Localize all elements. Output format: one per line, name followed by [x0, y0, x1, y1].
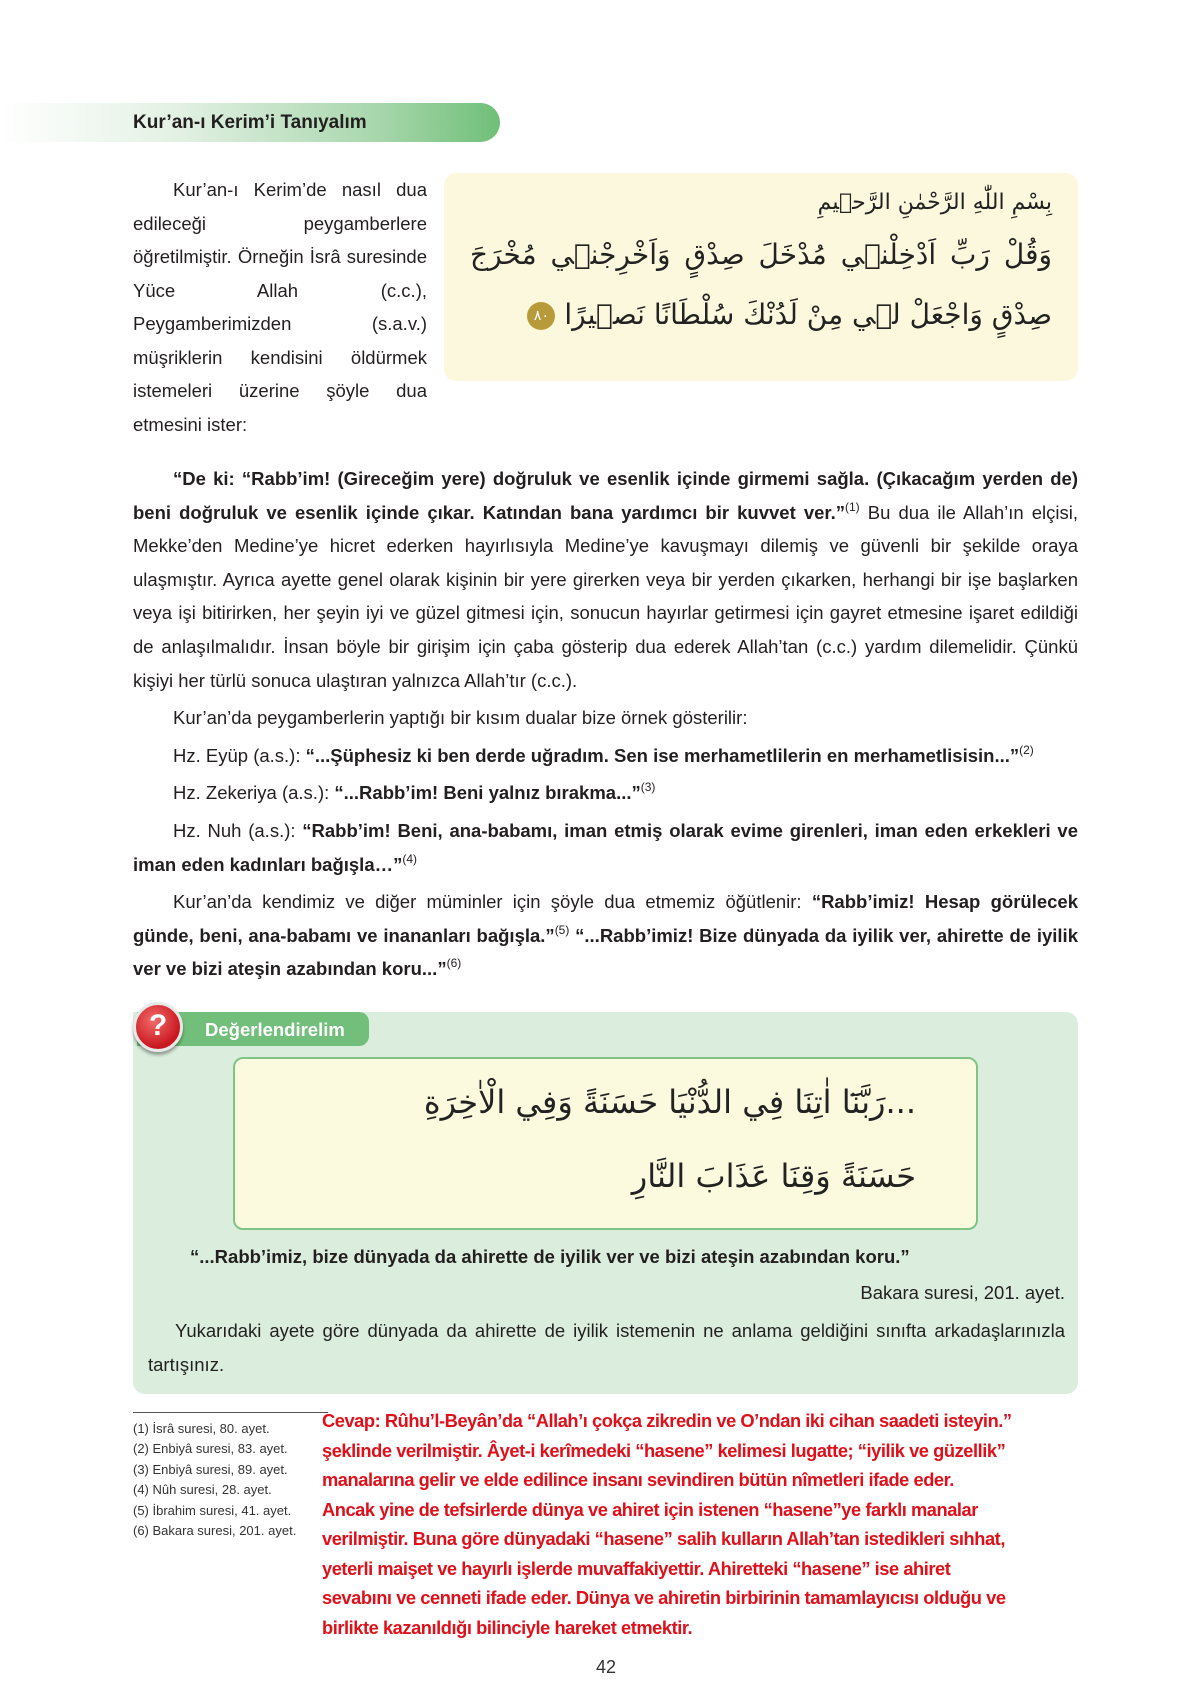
footnote-ref: (2)	[1019, 742, 1034, 757]
footnote: (3) Enbiyâ suresi, 89. ayet.	[133, 1461, 288, 1477]
footnote-ref: (1)	[844, 499, 860, 514]
arabic-verse-line: حَسَنَةً وَقِنَا عَذَابَ النَّارِ	[631, 1156, 916, 1195]
quote: “...Rabb’im! Beni yalnız bırakma...”	[334, 782, 641, 804]
bottom-section	[133, 1406, 1078, 1643]
answer-line: sevabını ve cenneti ifade eder. Dünya ve ahiretin birbirinin tamamlayıcısı olduğu ve	[322, 1587, 1006, 1609]
footnote-divider	[133, 1412, 328, 1413]
intro-paragraph: Kur’an-ı Kerim’de nasıl dua edileceği peygamberlere öğretilmiştir. Örneğin İsrâ suresinde Yüce Allah (c.c.), Peygamberimizden (s.a.v.) müşriklerin kendisini öldürmek istemeleri üzerine şöyle dua etmesini ister:	[133, 179, 427, 435]
quote: “Rabb’im! Beni, ana-babamı, iman etmiş olarak evime girenleri, iman eden erkekleri ve iman eden kadınları bağışla…”	[133, 819, 1078, 875]
footnote: (5) İbrahim suresi, 41. ayet.	[133, 1502, 292, 1518]
answer-line: yeterli maişet ve hayırlı işlerde muvaffakiyettir. Ahiretteki “hasene” ise ahiret	[322, 1557, 951, 1579]
prophet-name: Hz. Zekeriya (a.s.):	[173, 782, 335, 804]
arabic-verse-box	[233, 1057, 978, 1230]
paragraph	[133, 885, 1078, 986]
basmala: بِسْمِ اللّٰهِ الرَّحْمٰنِ الرَّح۪يمِ	[817, 190, 1052, 215]
answer-line: verilmiştir. Buna göre dünyadaki “hasene” salih kulların Allah’tan istedikleri sıhhat,	[322, 1528, 1005, 1550]
answer-line: Cevap: Rûhu’l-Beyân’da “Allah’ı çokça zikredin ve O’ndan iki cihan saadeti isteyin.”	[322, 1409, 1012, 1431]
paragraph	[133, 776, 1078, 810]
verse-text: وَقُلْ رَبِّ اَدْخِلْن۪ي مُدْخَلَ صِدْقٍ وَاَخْرِجْن۪ي مُخْرَجَ صِدْقٍ وَاجْعَلْ ل۪ي مِنْ لَدُنْكَ سُلْطَانًا نَص۪يرًا	[470, 238, 1052, 331]
footnote: (6) Bakara suresi, 201. ayet.	[133, 1523, 297, 1539]
answer-line: şeklinde verilmiştir. Âyet-i kerîmedeki “hasene” kelimesi lugatte; “iyilik ve güzellik”	[322, 1439, 1006, 1461]
footnote-ref: (5)	[554, 922, 570, 937]
question-icon: ?	[133, 1002, 183, 1052]
verse-source: Bakara suresi, 201. ayet.	[860, 1281, 1065, 1303]
intro-row	[133, 173, 1078, 441]
footnote: (1) İsrâ suresi, 80. ayet.	[133, 1420, 270, 1436]
verse-translation: “...Rabb’imiz, bize dünyada da ahirette de iyilik ver ve bizi ateşin azabından koru.”	[190, 1245, 910, 1267]
footnote-column	[133, 1406, 322, 1643]
paragraph	[133, 814, 1078, 881]
quote: “...Rabb’imiz! Bize dünyada da iyilik ver, ahirette de iyilik ver ve bizi ateşin azabından koru...”	[133, 924, 1078, 980]
footnote: (2) Enbiyâ suresi, 83. ayet.	[133, 1441, 288, 1457]
section-title: Kur’an-ı Kerim’i Tanıyalım	[133, 112, 367, 133]
footnote: (4) Nûh suresi, 28. ayet.	[133, 1482, 272, 1498]
answer-annotation	[322, 1406, 1012, 1643]
footnote-ref: (4)	[402, 851, 418, 866]
paragraph	[133, 462, 1078, 697]
footnotes	[133, 1419, 322, 1542]
quote: “De ki: “Rabb’im! (Gireceğim yere) doğruluk ve esenlik içinde girmemi sağla. (Çıkacağım yerden de) beni doğruluk ve esenlik içinde çıkar. Katından bana yardımcı bir kuvvet ver.”	[133, 468, 1078, 523]
answer-line: manalarına gelir ve elde edilince insanı sevindiren bütün nîmetleri ifade eder.	[322, 1469, 954, 1491]
body-text: Kur’an’da kendimiz ve diğer müminler için şöyle dua etmemiz öğütlenir:	[173, 891, 812, 913]
arabic-verse-line: ...رَبَّنَٓا اٰتِنَا فِي الدُّنْيَا حَسَنَةً وَفِي الْاٰخِرَةِ	[423, 1082, 916, 1121]
arabic-verse-box	[444, 173, 1078, 381]
evaluation-title: Değerlendirelim	[137, 1012, 369, 1046]
arabic-verse	[470, 225, 1052, 345]
prophet-name: Hz. Eyüp (a.s.):	[173, 744, 306, 766]
footnote-ref: (3)	[640, 780, 656, 795]
quote: “Rabb’imiz! Hesap görülecek günde, beni, ana-babamı ve inananları bağışla.”	[133, 891, 1078, 946]
prophet-name: Hz. Nuh (a.s.):	[173, 819, 303, 841]
paragraph	[133, 739, 1078, 773]
quote: “...Şüphesiz ki ben derde uğradım. Sen ise merhametlilerin en merhametlisisin...”	[305, 744, 1020, 766]
verse-number-icon: ٨٠	[527, 302, 555, 330]
section-header	[0, 103, 500, 142]
answer-line: Ancak yine de tefsirlerde dünya ve ahiret için istenen “hasene”ye farklı manalar	[322, 1498, 978, 1520]
discussion-question: Yukarıdaki ayete göre dünyada da ahirette de iyilik istemenin ne anlama geldiğini sınıfta arkadaşlarınızla tartışınız.	[148, 1319, 1065, 1375]
main-text	[133, 462, 1078, 986]
page-number: 42	[596, 1656, 617, 1677]
evaluation-box	[133, 1008, 1078, 1394]
page-content	[133, 173, 1078, 1678]
answer-line: birlikte kazanıldığı bilinciyle hareket etmektir.	[322, 1617, 693, 1639]
body-text: Bu dua ile Allah’ın elçisi, Mekke’den Medine’ye hicret ederken hayırlısıyla Medine’ye kavuşmayı dilemiş ve güvenli bir şekilde oraya ulaşmıştır. Ayrıca ayette genel olarak kişinin bir yere girerken veya bir yerden çıkarken, herhangi bir işe başlarken veya işi bitirirken, her şeyin iyi ve güzel gitmesi için, sonucun hayırlar getirmesi için gayret etmesine işaret edildiği de anlaşılmalıdır. İnsan böyle bir girişim için çaba gösterip dua ederek Allah’tan (c.c.) yardım dilemelidir. Çünkü kişiyi her türlü sonuca ulaştıran yalnızca Allah’tır (c.c.).	[133, 501, 1078, 691]
footnote-ref: (6)	[446, 956, 462, 971]
paragraph: Kur’an’da peygamberlerin yaptığı bir kısım dualar bize örnek gösterilir:	[173, 707, 748, 729]
